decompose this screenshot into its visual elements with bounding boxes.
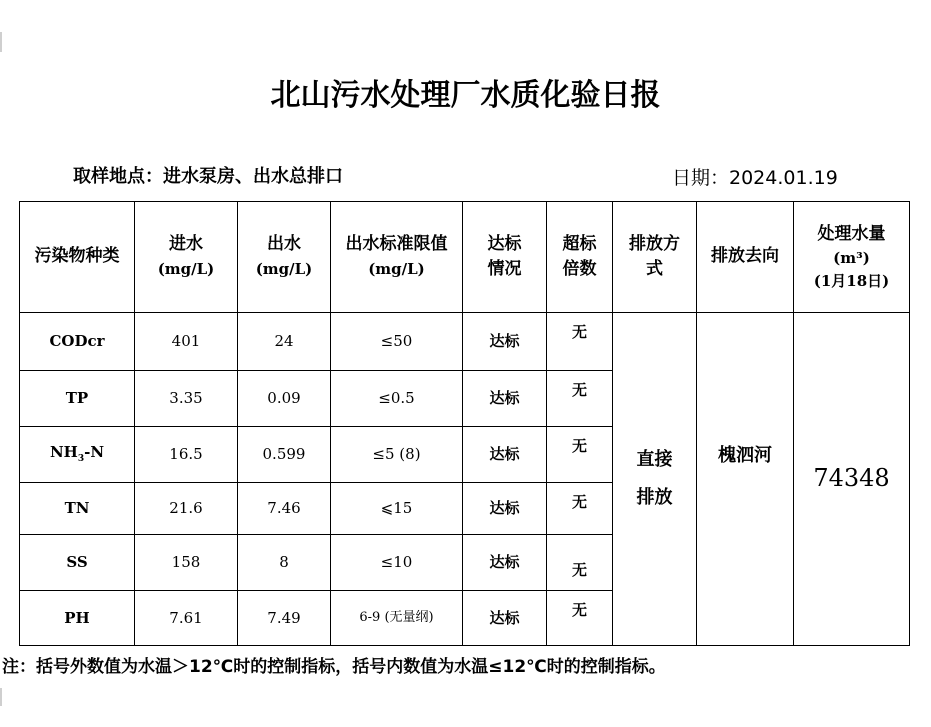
limit-value: ≤50	[331, 313, 463, 371]
header-destination: 排放去向	[697, 202, 794, 313]
report-date: 日期：2024.01.19	[672, 167, 838, 189]
compliance-status: 达标	[463, 371, 547, 427]
compliance-status: 达标	[463, 483, 547, 535]
outflow-value: 7.49	[238, 591, 331, 646]
exceed-value: 无	[547, 483, 613, 535]
limit-value: ≤5 (8)	[331, 427, 463, 483]
sampling-location: 取样地点：进水泵房、出水总排口	[73, 166, 343, 187]
pollutant-name: TP	[20, 371, 135, 427]
discharge-method: 直接 排放	[613, 313, 697, 646]
outflow-value: 24	[238, 313, 331, 371]
inflow-value: 158	[135, 535, 238, 591]
header-inflow: 进水 (mg/L)	[135, 202, 238, 313]
limit-value: 6-9 (无量纲)	[331, 591, 463, 646]
inflow-value: 401	[135, 313, 238, 371]
header-exceed: 超标 倍数	[547, 202, 613, 313]
footnote: 注：括号外数值为水温＞12℃时的控制指标，括号内数值为水温≤12℃时的控制指标。	[2, 657, 666, 677]
pollutant-name: TN	[20, 483, 135, 535]
header-compliance: 达标 情况	[463, 202, 547, 313]
left-edge-mark	[0, 32, 2, 52]
compliance-status: 达标	[463, 427, 547, 483]
limit-value: ⩽15	[331, 483, 463, 535]
water-quality-table	[19, 201, 910, 646]
pollutant-name: $NH_3-N$	[20, 427, 135, 483]
pollutant-name: CODcr	[20, 313, 135, 371]
compliance-status: 达标	[463, 313, 547, 371]
pollutant-name: SS	[20, 535, 135, 591]
exceed-value: 无	[547, 313, 613, 371]
header-limit: 出水标准限值 (mg/L)	[331, 202, 463, 313]
inflow-value: 21.6	[135, 483, 238, 535]
inflow-value: 3.35	[135, 371, 238, 427]
exceed-value: 无	[547, 591, 613, 646]
header-pollutant: 污染物种类	[20, 202, 135, 313]
compliance-status: 达标	[463, 535, 547, 591]
report-title: 北山污水处理厂水质化验日报	[270, 78, 661, 113]
header-row	[20, 202, 910, 313]
table-row	[20, 313, 910, 371]
pollutant-name: PH	[20, 591, 135, 646]
exceed-value: 无	[547, 535, 613, 591]
exceed-value: 无	[547, 427, 613, 483]
header-outflow: 出水 (mg/L)	[238, 202, 331, 313]
header-method: 排放方 式	[613, 202, 697, 313]
limit-value: ≤10	[331, 535, 463, 591]
outflow-value: 7.46	[238, 483, 331, 535]
left-edge-mark	[0, 688, 2, 706]
treated-volume: 74348	[794, 313, 910, 646]
exceed-value: 无	[547, 371, 613, 427]
outflow-value: 8	[238, 535, 331, 591]
discharge-destination: 槐泗河	[697, 313, 794, 646]
inflow-value: 16.5	[135, 427, 238, 483]
limit-value: ≤0.5	[331, 371, 463, 427]
header-volume: 处理水量 (m³) (1月18日)	[794, 202, 910, 313]
outflow-value: 0.599	[238, 427, 331, 483]
outflow-value: 0.09	[238, 371, 331, 427]
compliance-status: 达标	[463, 591, 547, 646]
inflow-value: 7.61	[135, 591, 238, 646]
